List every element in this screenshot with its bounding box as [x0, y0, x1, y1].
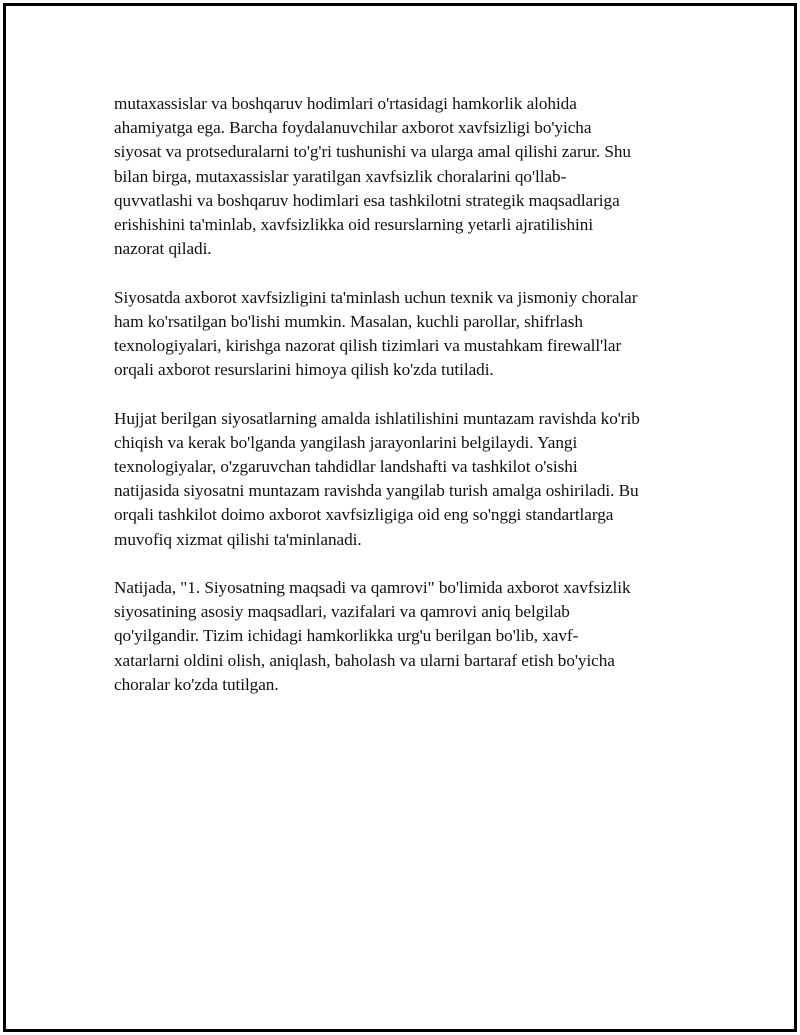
- text-line: orqali axborot resurslarini himoya qilish ko'zda tutiladi.: [114, 360, 494, 380]
- text-line: ahamiyatga ega. Barcha foydalanuvchilar axborot xavfsizligi bo'yicha: [114, 118, 592, 138]
- text-line: choralar ko'zda tutilgan.: [114, 674, 279, 694]
- text-line: chiqish va kerak bo'lganda yangilash jarayonlarini belgilaydi. Yangi: [114, 432, 578, 452]
- text-line: erishishini ta'minlab, xavfsizlikka oid resurslarning yetarli ajratilishini: [114, 215, 594, 235]
- text-line: nazorat qiladi.: [114, 239, 212, 259]
- text-line: Siyosatda axborot xavfsizligini ta'minlash uchun texnik va jismoniy choralar: [114, 287, 638, 307]
- text-line: ham ko'rsatilgan bo'lishi mumkin. Masalan, kuchli parollar, shifrlash: [114, 311, 583, 331]
- text-line: quvvatlashi va boshqaruv hodimlari esa tashkilotni strategik maqsadlariga: [114, 190, 620, 210]
- text-line: Hujjat berilgan siyosatlarning amalda ishlatilishini muntazam ravishda ko'rib: [114, 408, 640, 428]
- text-line: siyosat va protseduralarni to'g'ri tushunishi va ularga amal qilishi zarur. Shu: [114, 142, 631, 162]
- text-line: natijasida siyosatni muntazam ravishda yangilab turish amalga oshiriladi. Bu: [114, 481, 639, 501]
- text-line: Natijada, "1. Siyosatning maqsadi va qamrovi" bo'limida axborot xavfsizlik: [114, 578, 631, 598]
- text-line: xatarlarni oldini olish, aniqlash, baholash va ularni bartaraf etish bo'yicha: [114, 650, 615, 670]
- text-line: qo'yilgandir. Tizim ichidagi hamkorlikka urg'u berilgan bo'lib, xavf-: [114, 626, 579, 646]
- text-line: texnologiyalari, kirishga nazorat qilish tizimlari va mustahkam firewall'lar: [114, 336, 622, 356]
- text-line: orqali tashkilot doimo axborot xavfsizligiga oid eng so'nggi standartlarga: [114, 505, 614, 525]
- text-line: texnologiyalar, o'zgaruvchan tahdidlar landshafti va tashkilot o'sishi: [114, 457, 578, 477]
- paragraph-4: [114, 576, 696, 697]
- document-body: [114, 92, 696, 721]
- paragraph-1: [114, 92, 696, 261]
- text-line: mutaxassislar va boshqaruv hodimlari o'rtasidagi hamkorlik alohida: [114, 94, 577, 113]
- paragraph-3: [114, 407, 696, 552]
- text-line: siyosatining asosiy maqsadlari, vazifalari va qamrovi aniq belgilab: [114, 602, 570, 622]
- text-line: bilan birga, mutaxassislar yaratilgan xavfsizlik choralarini qo'llab-: [114, 166, 567, 186]
- text-line: muvofiq xizmat qilishi ta'minlanadi.: [114, 529, 362, 549]
- paragraph-2: [114, 286, 696, 383]
